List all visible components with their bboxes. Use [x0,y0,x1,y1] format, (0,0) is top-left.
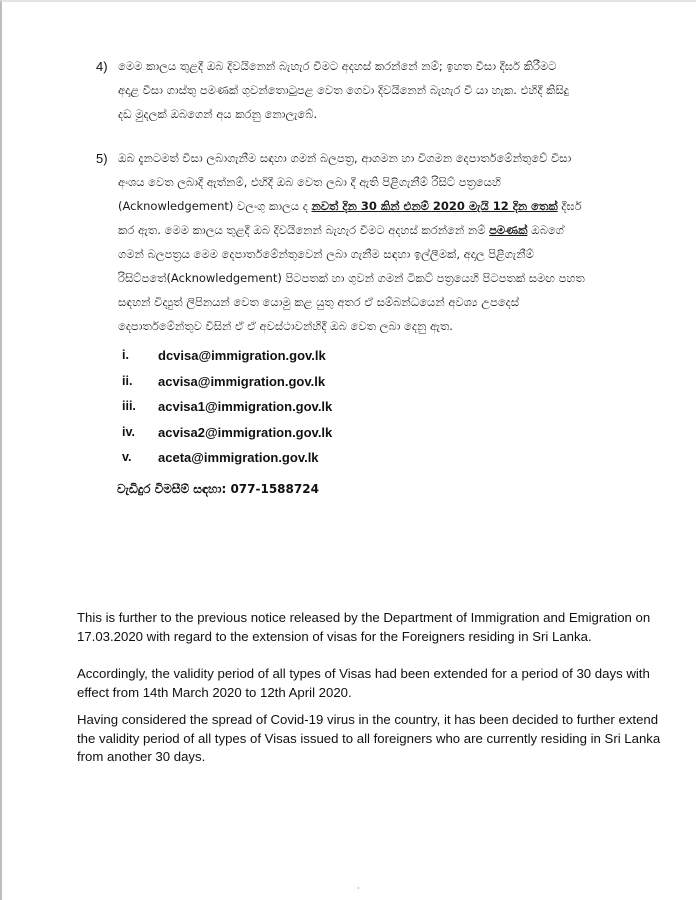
list-numeral: iv. [122,424,135,439]
hotline-number: 077-1588724 [230,482,319,496]
list-item [118,425,438,451]
email-list [118,348,438,476]
item-4-line: අදාළ වීසා ගාස්තු පමණක් ගුවන්තොටුපළ වෙත ගෙවා දිවයිනෙන් බැහැර වී යා හැක. එහිදී කිසිදු [118,83,569,97]
item-5-line: අංශය වෙත ලබාදී ඇත්නම්, එහිදී ඔබ වෙත ලබා දී ඇති පිළිගැනීම් රිසිට් පත්‍රයෙහි [118,175,501,189]
list-numeral: ii. [122,373,133,388]
item-5-line: ගමන් බලපත්‍රය මෙම දෙපාර්තමේන්තුවෙන් ලබා ගැනීම සඳහා ඉල්ලීමක්, අදාල පිළිගැනීම් [118,247,534,261]
item-5-number: 5) [96,151,108,166]
list-item [118,450,438,476]
extension-date-highlight: නවත් දින 30 කින් එනම් 2020 මැයි 12 දින තෙක් [311,199,558,213]
email-link[interactable]: acvisa1@immigration.gov.lk [158,399,333,414]
email-link[interactable]: aceta@immigration.gov.lk [158,450,319,465]
email-link[interactable]: acvisa2@immigration.gov.lk [158,424,333,440]
item-5-line: දෙපාර්තමේන්තුව විසින් ඒ ඒ අවස්ථාවන්හිදී ඔබ වෙත ලබා දෙනු ඇත. [118,319,453,333]
item-5-line-start: කර ඇත. මෙම කාලය තුළදී ඔබ දිවයිනෙන් බැහැර වීමට අදහස් කරන්නේ නම් [118,223,486,237]
item-5-line-end: ඔබගේ [527,223,564,237]
english-paragraph-1 [77,609,677,646]
item-5-text [118,146,638,338]
list-item [118,399,438,425]
email-link[interactable]: dcvisa@immigration.gov.lk [158,348,326,363]
paragraph-text: This is further to the previous notice released by the Department of Immigration and Emigration on 17.03.2020 with regard to the extension of visas for the Foreigners residing in Sri Lanka. [77,610,651,644]
scan-mark: · [357,884,360,893]
item-5-line: සඳහන් විද්‍යුත් ලිපිනයන් වෙත යොමු කළ යුතු අතර ඒ සම්බන්ධයෙන් අවශ්‍ය උපදෙස් [118,295,520,309]
item-4-text [118,54,638,126]
item-4-line: මෙම කාලය තුළදී ඔබ දිවයිනෙන් බැහැර වීමට අදහස් කරන්නේ නම්; ඉහත වීසා දීර්ඝ කිරීමට [118,59,557,73]
item-5-line: රිසිට්පතේ(Acknowledgement) පිටපතක් හා ගුවන් ගමන් ටිකට් පත්‍රයෙහි පිටපතක් සමඟ පහත [118,271,585,285]
list-item [118,374,438,400]
item-4-line: දඩ මුදලක් ඔබගෙන් අය කරනු නොලැබේ. [118,107,318,121]
item-5-line-end: දීර්ඝ [557,199,582,213]
only-highlight: පමණක් [489,223,528,237]
item-4-number: 4) [96,59,108,74]
hotline [117,482,319,497]
item-5-line [118,194,638,218]
hotline-label: වැඩිදුර විමසීම් සඳහා: [117,482,227,496]
list-numeral: v. [122,450,132,464]
paragraph-text: Having considered the spread of Covid-19 virus in the country, it has been decided to further extend the validity period of all types of Visas issued to all foreigners who are currently residing in Sri Lanka from another 30 days. [77,712,661,764]
item-5-line: ඔබ දැනටමත් වීසා ලබාගැනීම සඳහා ගමන් බලපත්‍ර, ආගමන හා විගමන දෙපාර්තමේන්තුවේ වීසා [118,151,572,165]
paragraph-text: Accordingly, the validity period of all types of Visas had been extended for a period of 30 days with effect from 14th March 2020 to 12th April 2020. [77,666,650,700]
item-5-acknowledgement-text: (Acknowledgement) වලංගු කාලය ද [118,199,308,213]
list-item [118,348,438,374]
english-paragraph-3 [77,711,677,767]
list-numeral: i. [122,348,129,362]
email-link[interactable]: acvisa@immigration.gov.lk [158,373,326,389]
english-paragraph-2 [77,665,677,702]
list-numeral: iii. [122,399,136,413]
item-5-line [118,218,638,242]
